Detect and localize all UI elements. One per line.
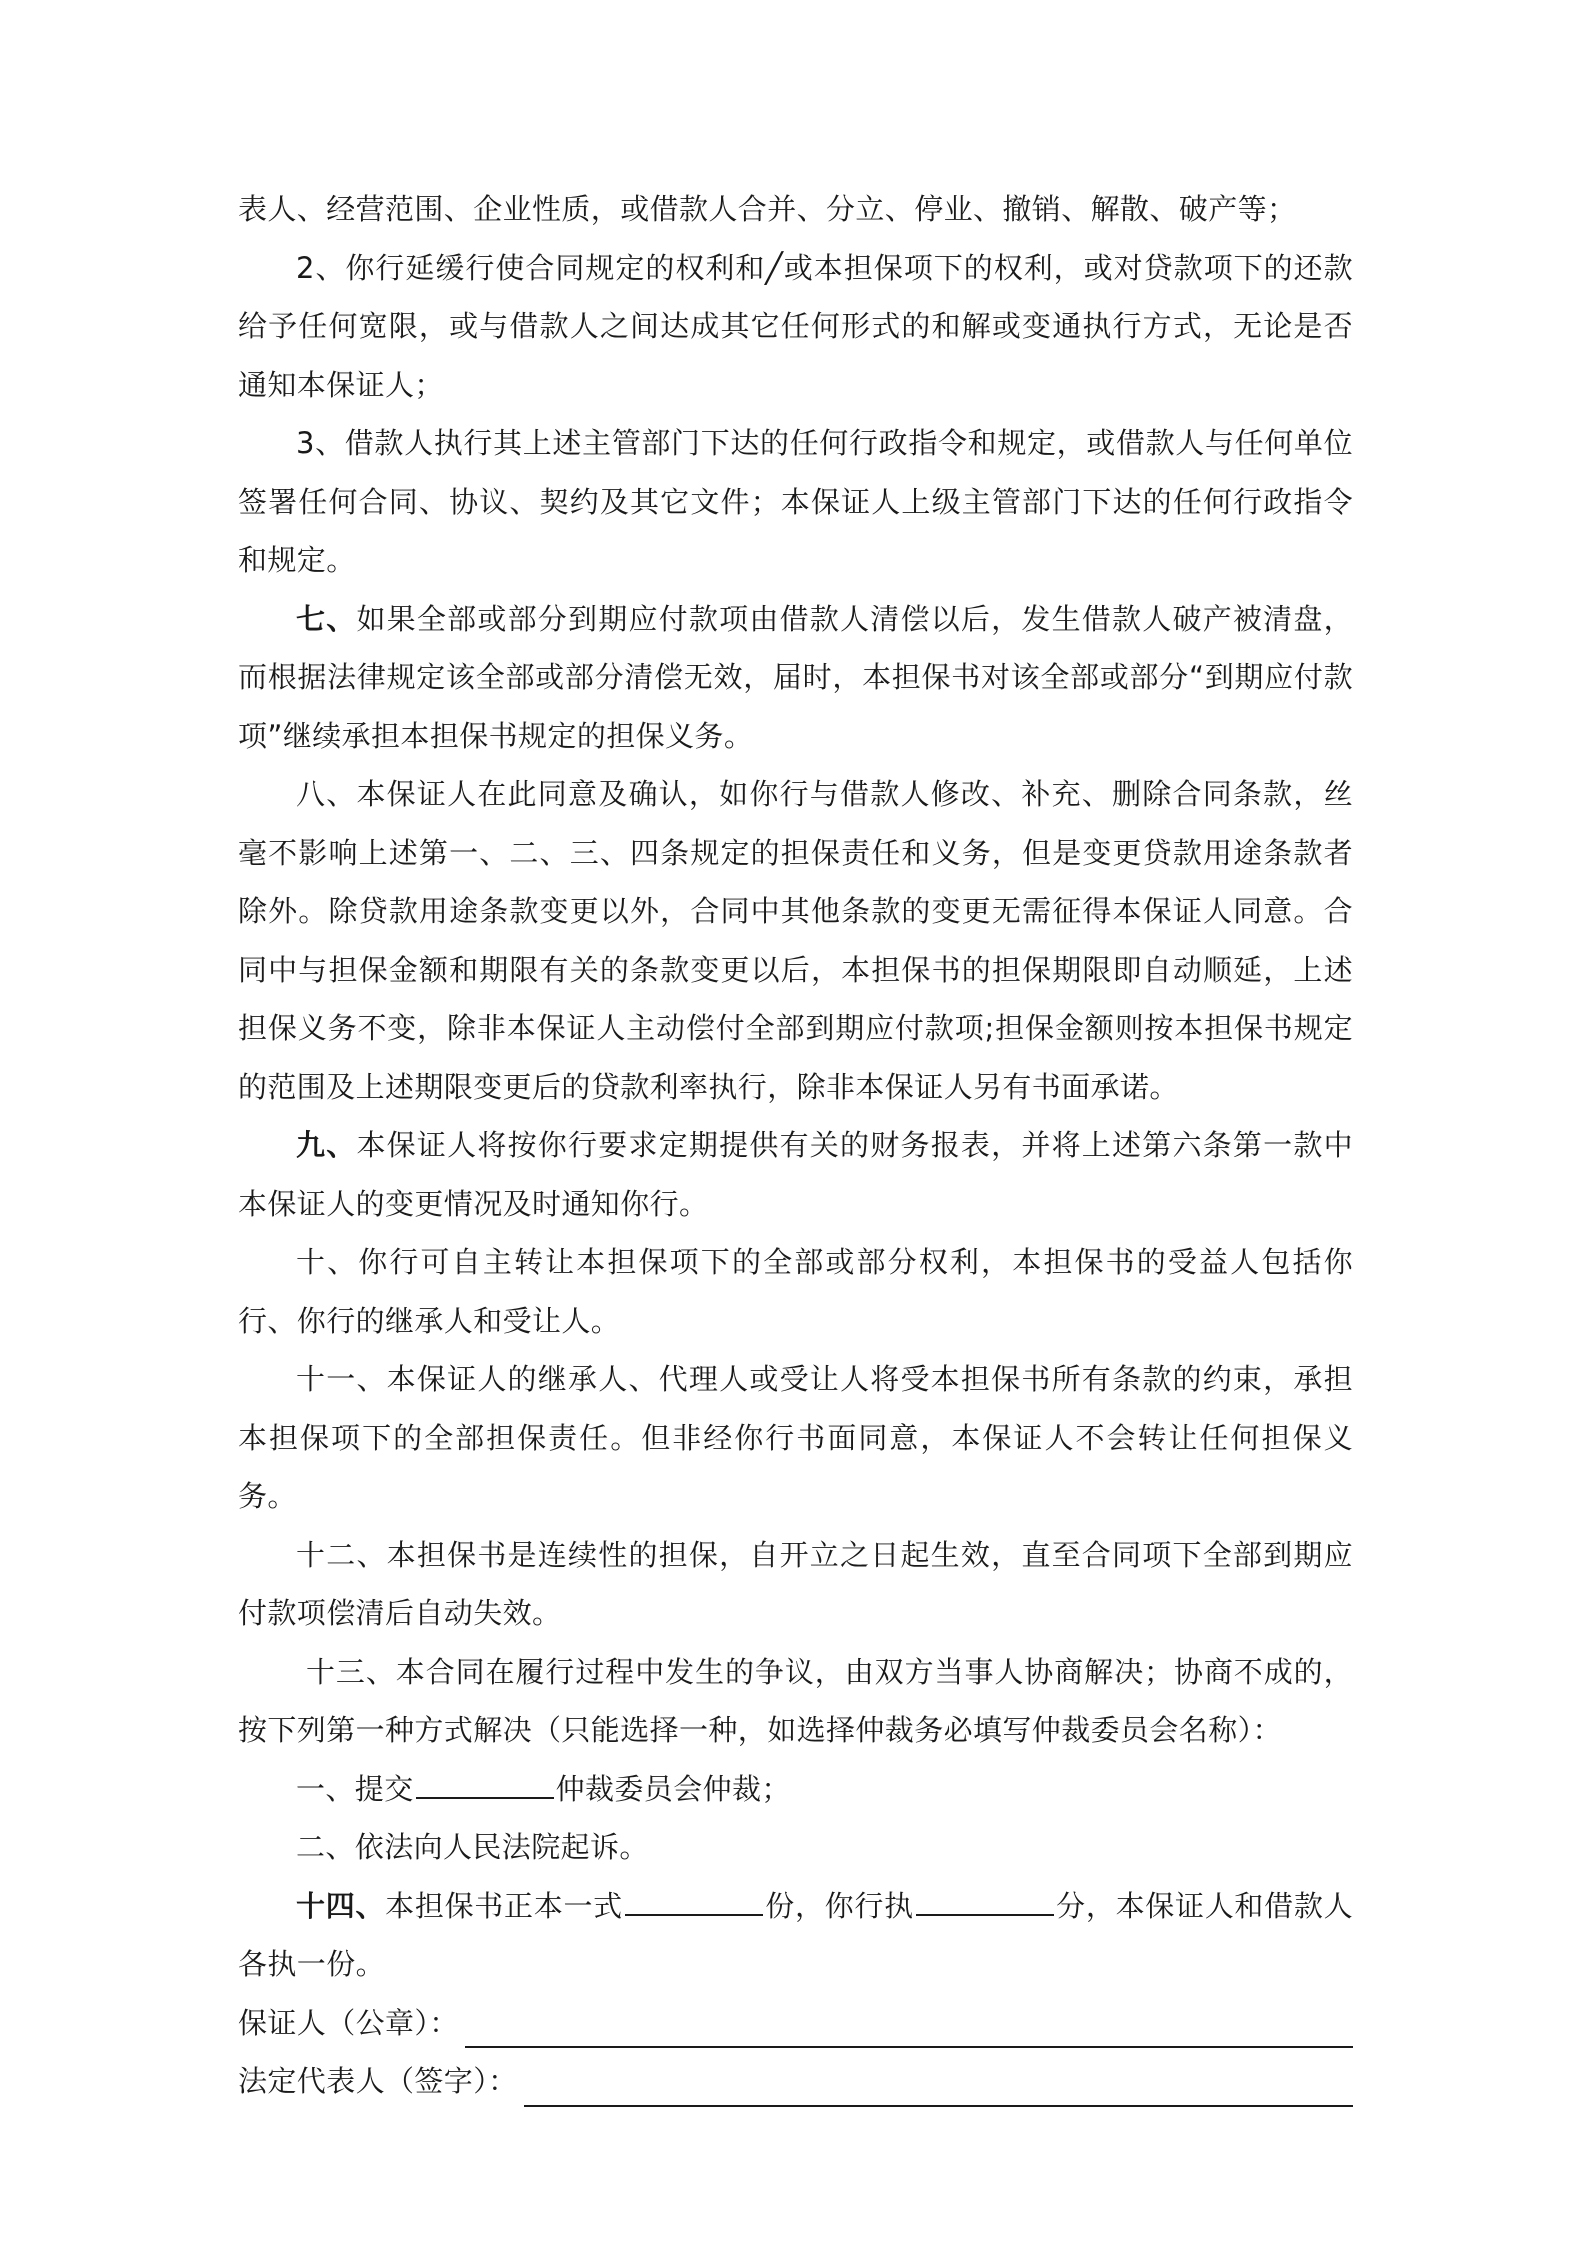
clause-14-heading: 十四、 <box>296 1888 386 1923</box>
copies-count-blank[interactable] <box>625 1880 763 1916</box>
clause-7 <box>238 590 1353 766</box>
clause-9-text: 本保证人将按你行要求定期提供有关的财务报表，并将上述第六条第一款中本保证人的变更情况及时通知你行。 <box>238 1128 1353 1221</box>
legal-rep-signature-label: 法定代表人（签字）： <box>238 2064 518 2098</box>
guarantor-seal-row <box>238 1994 1353 2053</box>
clause-14-text-c: 分，本保证人和借款人各执一份。 <box>238 1888 1353 1981</box>
clause-9-heading: 九、 <box>296 1128 357 1162</box>
guarantor-seal-label: 保证人（公章）： <box>238 2005 459 2040</box>
clause-13-option-1 <box>238 1760 1353 1819</box>
clause-13: 十三、本合同在履行过程中发生的争议，由双方当事人协商解决；协商不成的，按下列第一种方式解决（只能选择一种，如选择仲裁务必填写仲裁委员会名称）： <box>238 1654 1353 1747</box>
clause-9 <box>238 1116 1353 1233</box>
paragraph-continuation: 表人、经营范围、企业性质，或借款人合并、分立、停业、撤销、解散、破产等； <box>238 192 1297 226</box>
clause-7-heading: 七、 <box>296 601 357 636</box>
clause-14 <box>238 1877 1353 1994</box>
clause-8: 八、本保证人在此同意及确认，如你行与借款人修改、补充、删除合同条款，丝毫不影响上述第一、二、三、四条规定的担保责任和义务，但是变更贷款用途条款者除外。除贷款用途条款变更以外，合同中其他条款的变更无需征得本保证人同意。合同中与担保金额和期限有关的条款变更以后，本担保书的担保期限即自动顺延，上述担保义务不变，除非本保证人主动偿付全部到期应付款项;担保金额则按本担保书规定的范围及上述期限变更后的贷款利率执行，除非本保证人另有书面承诺。 <box>238 777 1353 1104</box>
bank-copies-blank[interactable] <box>916 1880 1054 1916</box>
clause-6-item-3: 3、借款人执行其上述主管部门下达的任何行政指令和规定，或借款人与任何单位签署任何合同、协议、契约及其它文件；本保证人上级主管部门下达的任何行政指令和规定。 <box>238 426 1353 577</box>
legal-rep-signature-line[interactable] <box>524 2065 1353 2107</box>
option-1-suffix: 仲裁委员会仲裁； <box>555 1771 791 1806</box>
clause-11: 十一、本保证人的继承人、代理人或受让人将受本担保书所有条款的约束，承担本担保项下的全部担保责任。但非经你行书面同意，本保证人不会转让任何担保义务。 <box>238 1362 1353 1513</box>
clause-13-option-2: 二、依法向人民法院起诉。 <box>296 1830 649 1864</box>
legal-rep-signature-row <box>238 2052 1353 2111</box>
guarantor-seal-line[interactable] <box>465 2006 1353 2048</box>
arbitration-commission-blank[interactable] <box>416 1763 554 1799</box>
document-page <box>238 180 1353 2111</box>
clause-7-text: 如果全部或部分到期应付款项由借款人清偿以后，发生借款人破产被清盘，而根据法律规定该全部或部分清偿无效，届时，本担保书对该全部或部分“到期应付款项”继续承担本担保书规定的担保义务。 <box>238 601 1353 753</box>
clause-12: 十二、本担保书是连续性的担保，自开立之日起生效，直至合同项下全部到期应付款项偿清后自动失效。 <box>238 1537 1353 1630</box>
clause-10: 十、你行可自主转让本担保项下的全部或部分权利，本担保书的受益人包括你行、你行的继承人和受让人。 <box>238 1245 1353 1338</box>
clause-14-text-b: 份，你行执 <box>764 1888 914 1923</box>
clause-14-text-a: 本担保书正本一式 <box>385 1888 623 1923</box>
clause-6-item-2: 2、你行延缓行使合同规定的权利和╱或本担保项下的权利，或对贷款项下的还款给予任何宽限，或与借款人之间达成其它任何形式的和解或变通执行方式，无论是否通知本保证人； <box>238 250 1353 402</box>
option-1-prefix: 一、提交 <box>296 1771 414 1806</box>
